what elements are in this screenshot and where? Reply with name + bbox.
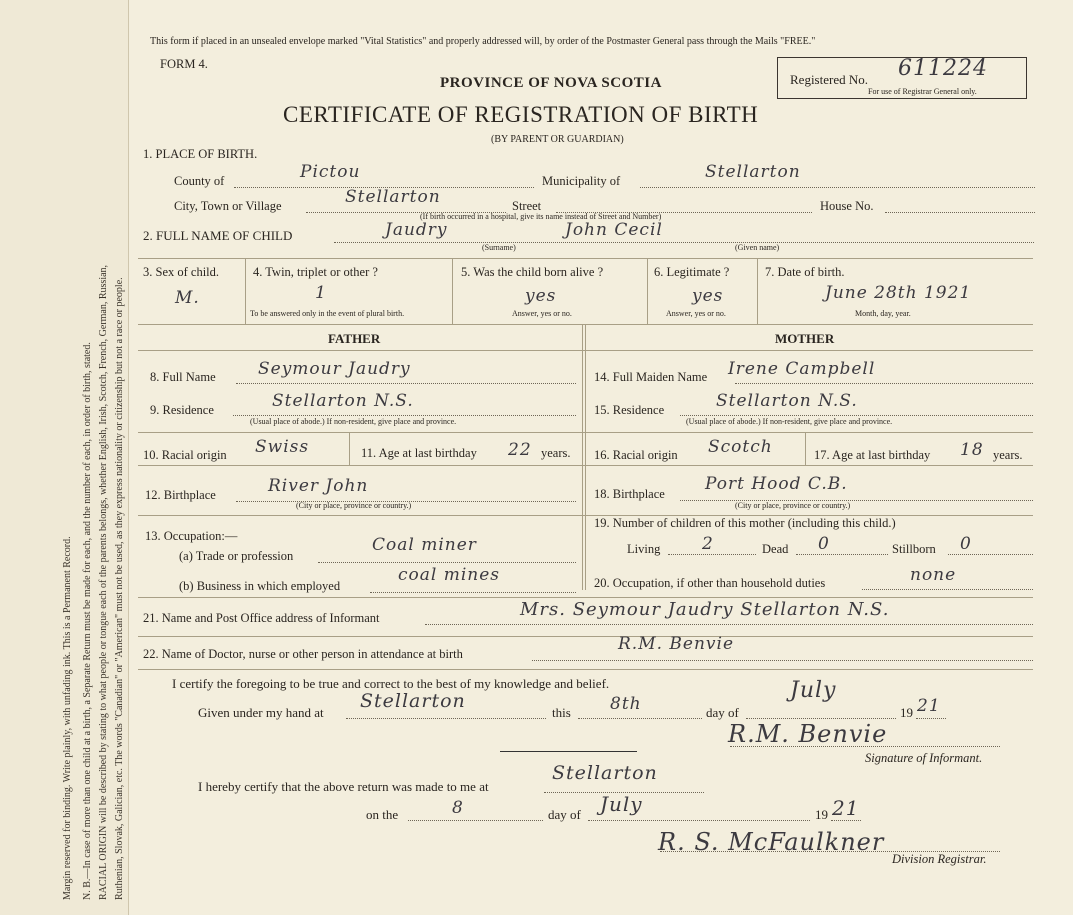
child-given-name: John Cecil <box>565 220 663 240</box>
municipality-label: Municipality of <box>542 174 621 188</box>
mother-occupation-label: 20. Occupation, if other than household duties <box>594 576 826 590</box>
on-the-value: 8 <box>452 798 464 818</box>
given-place-value: Stellarton <box>360 690 466 712</box>
municipality-value: Stellarton <box>705 162 801 182</box>
mother-birthplace-label: 18. Birthplace <box>594 487 665 501</box>
father-name-value: Seymour Jaudry <box>258 359 411 379</box>
informant-label: 21. Name and Post Office address of Informant <box>143 611 380 625</box>
date-of-birth-value: June 28th 1921 <box>825 283 972 303</box>
mother-name-label: 14. Full Maiden Name <box>594 370 708 384</box>
date-of-birth-note: Month, day, year. <box>855 309 911 318</box>
mother-occupation-value: none <box>910 565 957 585</box>
father-racial-value: Swiss <box>255 437 310 457</box>
mother-racial-value: Scotch <box>708 437 773 457</box>
child-name-label: 2. FULL NAME OF CHILD <box>143 228 293 243</box>
father-residence-value: Stellarton N.S. <box>272 391 414 411</box>
father-residence-note: (Usual place of abode.) If non-resident, give place and province. <box>250 417 457 426</box>
surname-note: (Surname) <box>482 243 516 252</box>
registered-label: Registered No. <box>790 72 868 87</box>
mother-birthplace-note: (City or place, province or country.) <box>735 501 851 510</box>
mother-birthplace-value: Port Hood C.B. <box>705 474 848 494</box>
legitimate-label: 6. Legitimate ? <box>654 265 730 279</box>
mother-heading: MOTHER <box>775 331 835 346</box>
father-birthplace-note: (City or place, province or country.) <box>296 501 412 510</box>
mother-residence-label: 15. Residence <box>594 403 665 417</box>
registrar-year-value: 21 <box>832 796 860 820</box>
father-years-label: years. <box>541 446 571 460</box>
stillborn-label: Stillborn <box>892 542 936 556</box>
legitimate-value: yes <box>692 286 724 306</box>
margin-instruction: Margin reserved for binding. Write plainly, with unfading ink. This is a Permanent Record. <box>62 536 73 900</box>
signature-of-informant-label: Signature of Informant. <box>865 751 983 765</box>
registered-note: For use of Registrar General only. <box>868 87 977 96</box>
mother-name-value: Irene Campbell <box>728 359 876 379</box>
mother-residence-value: Stellarton N.S. <box>716 391 858 411</box>
legitimate-note: Answer, yes or no. <box>666 309 726 318</box>
father-occupation-label: 13. Occupation:— <box>145 529 238 543</box>
year-prefix: 19 <box>900 705 913 720</box>
city-label: City, Town or Village <box>174 199 282 213</box>
doctor-label: 22. Name of Doctor, nurse or other person in attendance at birth <box>143 647 463 661</box>
mother-racial-label: 16. Racial origin <box>594 448 678 462</box>
father-birthplace-value: River John <box>268 476 369 496</box>
stillborn-value: 0 <box>960 534 972 554</box>
trade-label: (a) Trade or profession <box>179 549 294 563</box>
child-surname: Jaudry <box>385 220 448 240</box>
province-heading: PROVINCE OF NOVA SCOTIA <box>440 75 662 91</box>
born-alive-note: Answer, yes or no. <box>512 309 572 318</box>
born-alive-value: yes <box>525 286 557 306</box>
twin-value: 1 <box>315 283 327 303</box>
margin-note-racial-origin-2: Ruthenian, Slovak, Galician, etc. The words "Canadian" or "American" must not be used, as they express nationality or citizenship but not a race or people. <box>114 277 125 900</box>
mother-age-value: 18 <box>960 440 984 460</box>
postal-notice: This form if placed in an unsealed envelope marked "Vital Statistics" and properly addressed will, by order of the Postmaster General pass through the Mails "FREE." <box>150 36 816 47</box>
day-of-label: day of <box>706 705 739 720</box>
business-value: coal mines <box>398 565 501 585</box>
registrar-certify-text: I hereby certify that the above return was made to me at <box>198 779 489 794</box>
dead-value: 0 <box>818 534 830 554</box>
place-of-birth-label: 1. PLACE OF BIRTH. <box>143 147 258 161</box>
margin-note-racial-origin: RACIAL ORIGIN will be described by stating to what people or tongue each of the parents belongs, whether English, Irish, Scotch, French, German, Russian, <box>98 264 109 900</box>
dead-label: Dead <box>762 542 789 556</box>
given-under-hand-label: Given under my hand at <box>198 705 324 720</box>
mother-age-label: 17. Age at last birthday <box>814 448 931 462</box>
father-name-label: 8. Full Name <box>150 370 216 384</box>
registrar-year-prefix: 19 <box>815 807 828 822</box>
street-label: Street <box>512 199 542 213</box>
trade-value: Coal miner <box>372 535 477 555</box>
county-value: Pictou <box>300 162 361 182</box>
division-registrar-label: Division Registrar. <box>892 852 987 866</box>
mother-residence-note: (Usual place of abode.) If non-resident, give place and province. <box>686 417 893 426</box>
informant-signature: R.M. Benvie <box>728 720 888 748</box>
registrar-place-value: Stellarton <box>552 762 658 784</box>
registered-number: 611224 <box>898 56 988 81</box>
father-racial-label: 10. Racial origin <box>143 448 227 462</box>
year-value: 21 <box>917 696 941 716</box>
registration-box <box>777 57 1027 99</box>
county-label: County of <box>174 174 225 188</box>
living-label: Living <box>627 542 661 556</box>
given-name-note: (Given name) <box>735 243 780 252</box>
mother-years-label: years. <box>993 448 1023 462</box>
city-value: Stellarton <box>345 187 441 207</box>
father-heading: FATHER <box>328 331 381 346</box>
father-residence-label: 9. Residence <box>150 403 214 417</box>
certificate-subtitle: (BY PARENT OR GUARDIAN) <box>491 134 624 145</box>
living-value: 2 <box>702 534 714 554</box>
born-alive-label: 5. Was the child born alive ? <box>461 265 604 279</box>
margin-note-multiple-births: N. B.—In case of more than one child at a birth, a Separate Return must be made for each, and the number of each, in order of birth, stated. <box>82 342 93 900</box>
registrar-signature: R. S. McFaulkner <box>658 828 885 856</box>
sex-value: M. <box>175 288 200 308</box>
registrar-day-of-label: day of <box>548 807 581 822</box>
day-of-value: July <box>790 678 837 703</box>
form-number: FORM 4. <box>160 57 208 71</box>
sex-label: 3. Sex of child. <box>143 265 220 279</box>
house-number-label: House No. <box>820 199 874 213</box>
twin-note: To be answered only in the event of plural birth. <box>250 309 405 318</box>
father-birthplace-label: 12. Birthplace <box>145 488 216 502</box>
registrar-day-of-value: July <box>600 792 643 816</box>
doctor-value: R.M. Benvie <box>618 634 735 654</box>
children-count-label: 19. Number of children of this mother (including this child.) <box>594 516 896 530</box>
hospital-note: (If birth occurred in a hospital, give its name instead of Street and Number) <box>420 212 662 221</box>
business-label: (b) Business in which employed <box>179 579 341 593</box>
this-label: this <box>552 705 571 720</box>
father-age-label: 11. Age at last birthday <box>361 446 477 460</box>
date-of-birth-label: 7. Date of birth. <box>765 265 845 279</box>
informant-value: Mrs. Seymour Jaudry Stellarton N.S. <box>520 599 890 620</box>
this-value: 8th <box>610 694 642 714</box>
on-the-label: on the <box>366 807 399 822</box>
father-age-value: 22 <box>508 440 532 460</box>
certify-text: I certify the foregoing to be true and correct to the best of my knowledge and belief. <box>172 676 610 691</box>
twin-label: 4. Twin, triplet or other ? <box>253 265 378 279</box>
certificate-title: CERTIFICATE OF REGISTRATION OF BIRTH <box>283 102 759 127</box>
